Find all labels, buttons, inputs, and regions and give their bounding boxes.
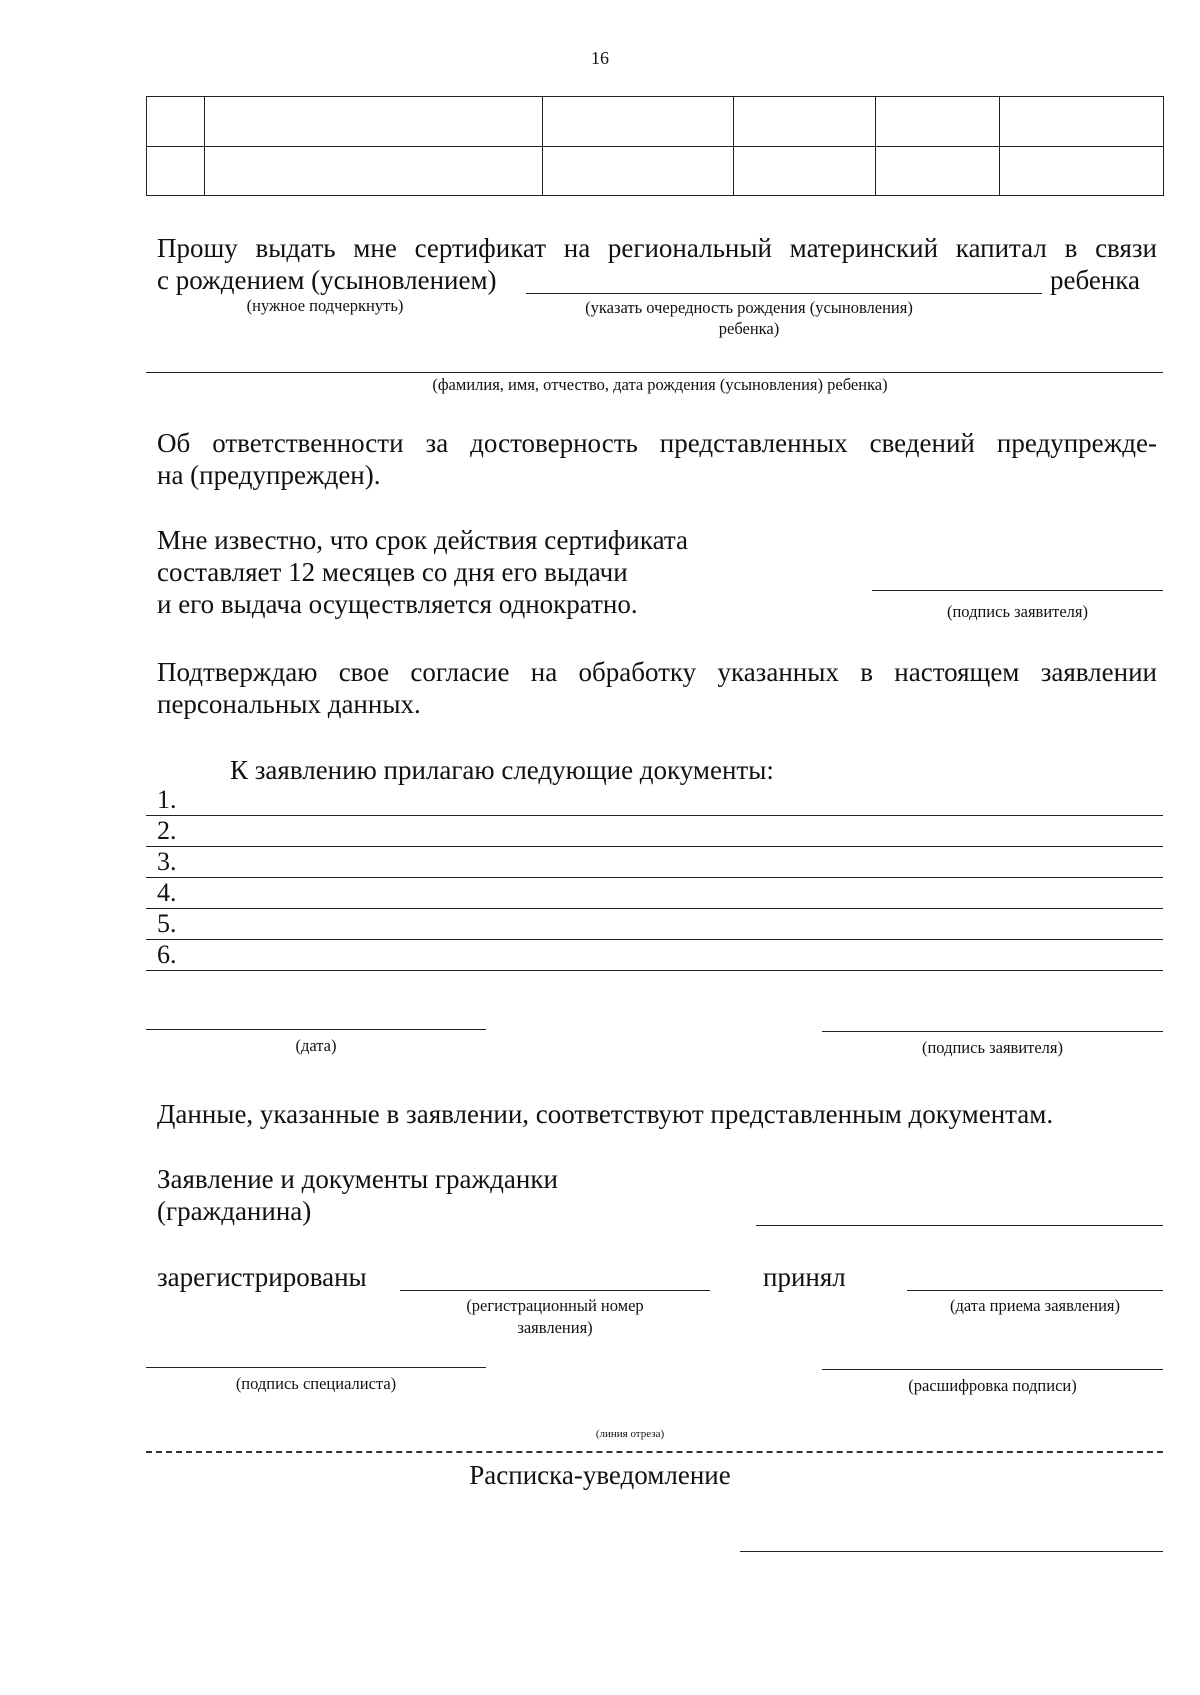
receipt-name-field[interactable] — [740, 1551, 1163, 1552]
note-birth-order-2: ребенка) — [718, 319, 780, 338]
attachments-title: К заявлению прилагаю следующие документы: — [230, 755, 774, 785]
accepted-label: принял — [763, 1262, 846, 1292]
note-child-details: (фамилия, имя, отчество, дата рождения (усыновления) ребенка) — [432, 375, 888, 394]
date-received-field[interactable] — [907, 1290, 1163, 1291]
registration-number-field[interactable] — [400, 1290, 710, 1291]
request-line-2-prefix: с рождением (усыновлением) — [157, 265, 497, 295]
attachment-line-1[interactable] — [146, 815, 1163, 816]
attachment-line-3[interactable] — [146, 877, 1163, 878]
table-cell[interactable] — [543, 146, 734, 196]
attachment-line-6[interactable] — [146, 970, 1163, 971]
receipt-title: Расписка-уведомление — [469, 1460, 731, 1490]
page-number: 16 — [591, 48, 609, 68]
table-cell[interactable] — [147, 97, 205, 147]
attachment-line-4[interactable] — [146, 908, 1163, 909]
attachment-number: 4. — [157, 878, 177, 907]
consent-line-1: Подтверждаю свое согласие на обработку указанных в настоящем заявлении — [157, 657, 1157, 687]
attachment-number: 3. — [157, 847, 177, 876]
liability-line-1: Об ответственности за достоверность представленных сведений предупрежде- — [157, 428, 1157, 458]
validity-line-1: Мне известно, что срок действия сертификата — [157, 525, 688, 555]
note-registration-number-1: (регистрационный номер — [466, 1296, 644, 1315]
liability-line-2: на (предупрежден). — [157, 460, 381, 490]
registration-line-1: Заявление и документы гражданки — [157, 1164, 558, 1194]
note-cut-line: (линия отреза) — [595, 1428, 665, 1440]
request-line-1: Прошу выдать мне сертификат на региональный материнский капитал в связи — [157, 233, 1157, 263]
attachment-line-5[interactable] — [146, 939, 1163, 940]
table-cell[interactable] — [1000, 97, 1164, 147]
note-specialist-signature: (подпись специалиста) — [235, 1374, 397, 1393]
table-cell[interactable] — [543, 97, 734, 147]
attachment-number: 5. — [157, 909, 177, 938]
validity-line-3: и его выдача осуществляется однократно. — [157, 589, 638, 619]
table-row — [147, 97, 1164, 147]
registered-label: зарегистрированы — [157, 1262, 367, 1292]
table-cell[interactable] — [147, 146, 205, 196]
note-applicant-signature-2: (подпись заявителя) — [921, 1038, 1064, 1057]
consent-line-2: персональных данных. — [157, 689, 421, 719]
note-date-received: (дата приема заявления) — [950, 1296, 1120, 1315]
table-cell[interactable] — [876, 97, 1000, 147]
table-cell[interactable] — [1000, 146, 1164, 196]
validity-line-2: составляет 12 месяцев со дня его выдачи — [157, 557, 628, 587]
applicant-name-field[interactable] — [756, 1225, 1163, 1226]
attachment-number: 6. — [157, 940, 177, 969]
table-cell[interactable] — [734, 97, 876, 147]
attachment-number: 2. — [157, 816, 177, 845]
birth-order-field[interactable] — [526, 293, 1042, 294]
attachment-number: 1. — [157, 785, 177, 814]
registration-line-2: (гражданина) — [157, 1196, 312, 1226]
table-row — [147, 146, 1164, 196]
table-cell[interactable] — [876, 146, 1000, 196]
child-details-field[interactable] — [146, 372, 1163, 373]
attachment-line-2[interactable] — [146, 846, 1163, 847]
date-field[interactable] — [146, 1029, 486, 1030]
note-registration-number-2: заявления) — [517, 1318, 593, 1337]
continuation-table — [146, 96, 1164, 196]
applicant-signature-field-1[interactable] — [872, 590, 1163, 591]
table-cell[interactable] — [205, 97, 543, 147]
note-signature-decoding: (расшифровка подписи) — [908, 1376, 1077, 1395]
note-underline: (нужное подчеркнуть) — [246, 296, 404, 315]
table-cell[interactable] — [205, 146, 543, 196]
table-cell[interactable] — [734, 146, 876, 196]
cut-line — [146, 1451, 1163, 1453]
note-date: (дата) — [295, 1036, 337, 1055]
signature-decoding-field[interactable] — [822, 1369, 1163, 1370]
verification-text: Данные, указанные в заявлении, соответствуют представленным документам. — [157, 1099, 1054, 1129]
note-birth-order-1: (указать очередность рождения (усыновления) — [585, 298, 913, 317]
applicant-signature-field-2[interactable] — [822, 1031, 1163, 1032]
note-applicant-signature-1: (подпись заявителя) — [946, 602, 1089, 621]
specialist-signature-field[interactable] — [146, 1367, 486, 1368]
request-line-2-suffix: ребенка — [1050, 265, 1140, 295]
